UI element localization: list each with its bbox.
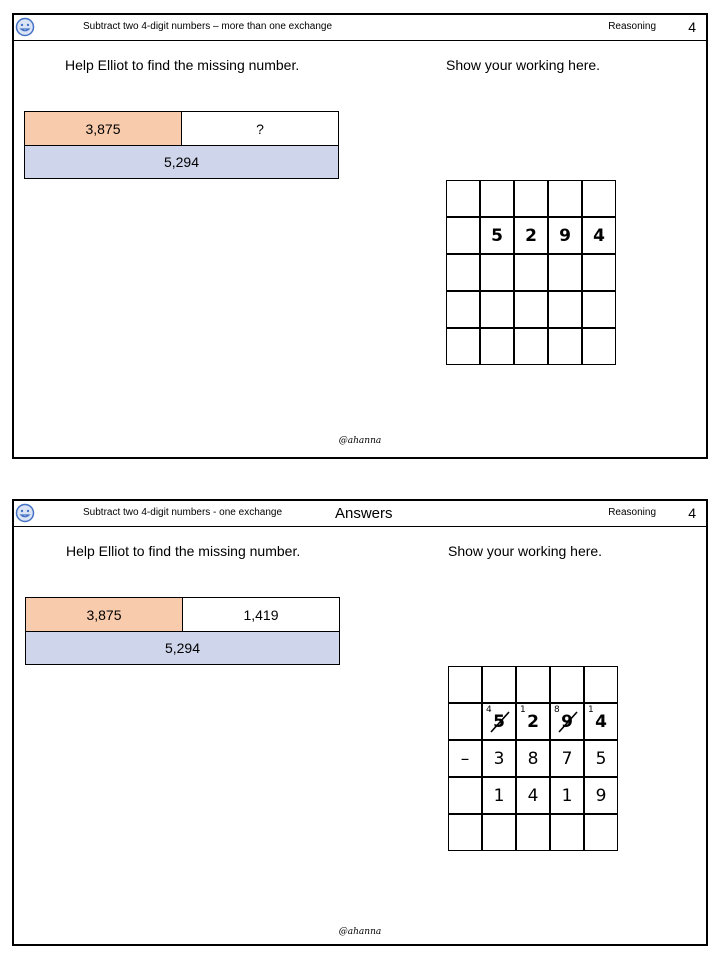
subtrahend-digit: 7: [550, 740, 584, 777]
grid-cell: [548, 328, 582, 365]
question-text: Help Elliot to find the missing number.: [66, 543, 301, 559]
minus-operator: –: [448, 740, 482, 777]
minuend-digit: 2: [527, 711, 539, 732]
bar-model-part-known: 3,875: [24, 111, 182, 146]
grid-cell: [446, 180, 480, 217]
question-text: Help Elliot to find the missing number.: [65, 57, 300, 73]
grid-cell: [446, 217, 480, 254]
minuend-digit: 5: [493, 711, 505, 732]
grid-cell: [582, 180, 616, 217]
grid-cell: [584, 666, 618, 703]
exchange-note: 4: [486, 705, 492, 715]
grid-digit-exchanged: [550, 703, 584, 740]
grid-cell: [446, 291, 480, 328]
bar-model: [25, 597, 340, 665]
grid-digit: 4: [582, 217, 616, 254]
grid-cell: [584, 814, 618, 851]
bar-model: [24, 111, 339, 179]
difference-digit: 4: [516, 777, 550, 814]
difference-digit: 9: [584, 777, 618, 814]
strikethrough-mark: [487, 709, 513, 735]
grid-digit: 2: [514, 217, 548, 254]
grid-digit-exchanged: [482, 703, 516, 740]
working-prompt: Show your working here.: [448, 543, 603, 559]
grid-digit: 5: [480, 217, 514, 254]
footer-credit: @ahanna: [338, 927, 382, 937]
grid-cell: [514, 180, 548, 217]
bar-model-part-missing: ?: [181, 111, 339, 146]
subtrahend-digit: 8: [516, 740, 550, 777]
answer-line-bottom: [480, 327, 616, 329]
category-label: Reasoning: [608, 507, 656, 518]
exchange-note: 1: [588, 705, 594, 715]
answers-heading: Answers: [335, 505, 393, 522]
grid-cell: [548, 180, 582, 217]
bar-model-part-known: 3,875: [25, 597, 183, 632]
grid-cell: [516, 666, 550, 703]
minuend-digit: 9: [561, 711, 573, 732]
worksheet-header: [14, 501, 706, 527]
grid-digit: [584, 703, 618, 740]
grid-cell: [482, 814, 516, 851]
subtrahend-digit: 5: [584, 740, 618, 777]
grid-cell: [480, 180, 514, 217]
smiley-icon: [15, 503, 35, 523]
grid-digit: [516, 703, 550, 740]
worksheet-question: [12, 13, 708, 459]
grid-cell: [480, 328, 514, 365]
grid-cell: [548, 291, 582, 328]
bar-model-whole: 5,294: [24, 145, 339, 179]
worksheet-header: [14, 15, 706, 41]
exchange-note: 8: [554, 705, 560, 715]
bar-model-whole: 5,294: [25, 631, 340, 665]
grid-digit: 9: [548, 217, 582, 254]
worksheet-answers: [12, 499, 708, 946]
category-label: Reasoning: [608, 21, 656, 32]
answer-line-bottom: [482, 813, 618, 815]
strikethrough-mark: [555, 709, 581, 735]
subtrahend-digit: 3: [482, 740, 516, 777]
working-prompt: Show your working here.: [446, 57, 601, 73]
grid-cell: [582, 291, 616, 328]
grid-cell: [448, 703, 482, 740]
difference-digit: 1: [550, 777, 584, 814]
footer-credit: @ahanna: [338, 436, 382, 446]
grid-cell: [448, 777, 482, 814]
page-number: 4: [688, 19, 696, 35]
smiley-icon: [15, 17, 35, 37]
grid-cell: [514, 328, 548, 365]
difference-digit: 1: [482, 777, 516, 814]
grid-cell: [514, 291, 548, 328]
grid-cell: [446, 254, 480, 291]
page-number: 4: [688, 505, 696, 521]
grid-cell: [582, 254, 616, 291]
grid-cell: [446, 328, 480, 365]
worksheet-title: Subtract two 4-digit numbers – more than one exchange: [83, 21, 333, 32]
minuend-digit: 4: [595, 711, 607, 732]
working-grid: [446, 180, 618, 366]
grid-cell: [480, 254, 514, 291]
worksheet-title: Subtract two 4-digit numbers - one exchange: [83, 507, 282, 518]
bar-model-part-answer: 1,419: [182, 597, 340, 632]
answer-line-top: [482, 776, 618, 778]
grid-cell: [514, 254, 548, 291]
grid-cell: [550, 666, 584, 703]
grid-cell: [482, 666, 516, 703]
exchange-note: 1: [520, 705, 526, 715]
grid-cell: [448, 814, 482, 851]
grid-cell: [548, 254, 582, 291]
grid-cell: [480, 291, 514, 328]
working-grid: [448, 666, 620, 852]
grid-cell: [582, 328, 616, 365]
answer-line-top: [480, 290, 616, 292]
grid-cell: [516, 814, 550, 851]
grid-cell: [550, 814, 584, 851]
grid-cell: [448, 666, 482, 703]
